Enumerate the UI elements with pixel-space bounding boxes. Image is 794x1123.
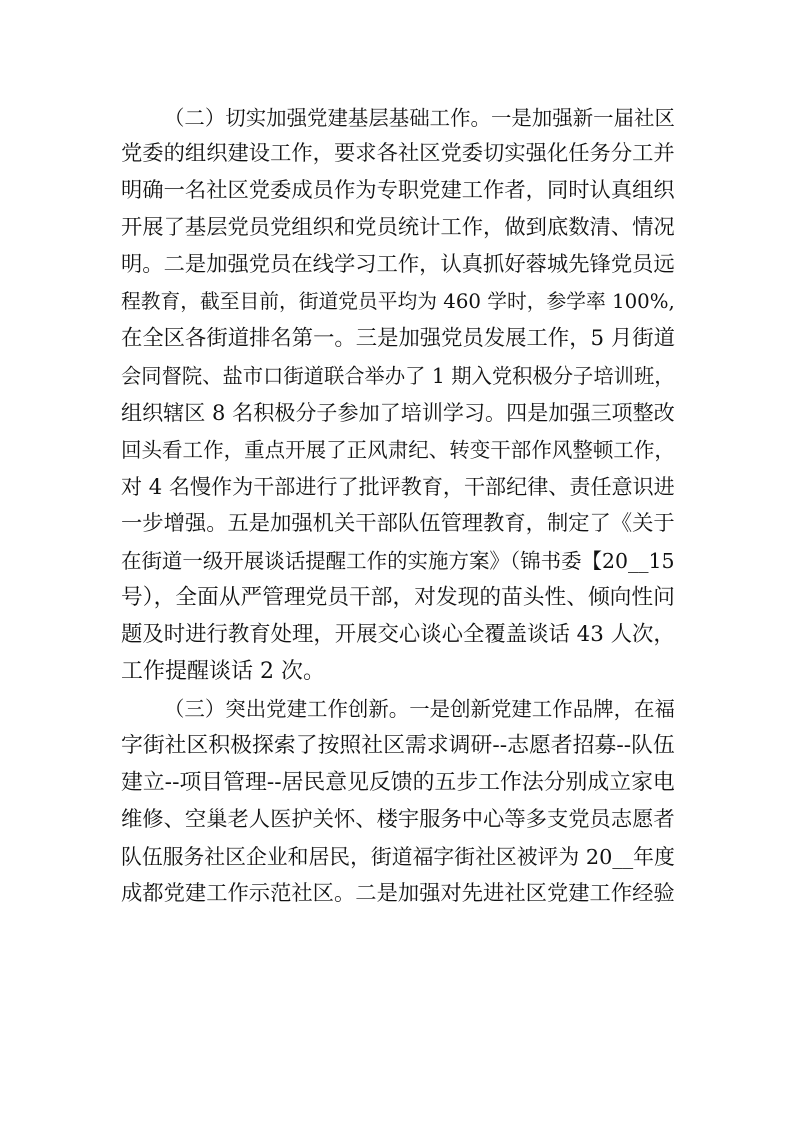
paragraph-line — [0, 360, 794, 392]
paragraph-line — [0, 878, 794, 910]
paragraph-line-text: 号），全面从严管理党员干部，对发现的苗头性、倾向性问 — [121, 585, 675, 610]
paragraph-line — [0, 619, 794, 651]
paragraph-line-text: 组织辖区 8 名积极分子参加了培训学习。四是加强三项整改 — [121, 400, 675, 425]
paragraph-line-text: 维修、空巢老人医护关怀、楼宇服务中心等多支党员志愿者 — [121, 807, 675, 832]
paragraph-line-text: 明。二是加强党员在线学习工作，认真抓好蓉城先锋党员远 — [121, 252, 675, 277]
paragraph-line-text: 题及时进行教育处理，开展交心谈心全覆盖谈话 43 人次， — [121, 622, 675, 647]
paragraph-line — [0, 767, 794, 799]
paragraph-line — [0, 434, 794, 466]
paragraph-line-text: 明确一名社区党委成员作为专职党建工作者，同时认真组织 — [121, 178, 675, 203]
paragraph-line — [0, 730, 794, 762]
paragraph-line-text: 会同督院、盐市口街道联合举办了 1 期入党积极分子培训班， — [121, 364, 675, 388]
paragraph-line-text: 成都党建工作示范社区。二是加强对先进社区党建工作经验 — [121, 881, 675, 906]
paragraph-line-text: 回头看工作，重点开展了正风肃纪、转变干部作风整顿工作， — [121, 438, 675, 462]
paragraph-line — [0, 545, 794, 577]
paragraph-line — [0, 693, 794, 725]
paragraph-line — [0, 249, 794, 281]
paragraph-line — [0, 471, 794, 503]
paragraph-line — [0, 102, 794, 134]
paragraph-line — [0, 656, 794, 688]
paragraph-line — [0, 323, 794, 355]
paragraph-line-text: 字街社区积极探索了按照社区需求调研--志愿者招募--队伍 — [121, 733, 675, 758]
paragraph-line — [0, 582, 794, 614]
paragraph-line — [0, 286, 794, 318]
paragraph-line — [0, 138, 794, 170]
paragraph-line — [0, 212, 794, 244]
paragraph-line-text: 在全区各街道排名第一。三是加强党员发展工作，5 月街道 — [121, 326, 675, 351]
paragraph-line-text: 一步增强。五是加强机关干部队伍管理教育，制定了《关于 — [121, 511, 675, 536]
paragraph-line-text: （二）切实加强党建基层基础工作。一是加强新一届社区 — [164, 106, 675, 130]
paragraph-line — [0, 841, 794, 873]
paragraph-line — [0, 508, 794, 540]
paragraph-line-text: 对 4 名慢作为干部进行了批评教育，干部纪律、责任意识进 — [121, 474, 675, 499]
paragraph-line — [0, 397, 794, 429]
paragraph-line-text: 建立--项目管理--居民意见反馈的五步工作法分别成立家电 — [121, 770, 675, 795]
paragraph-line-text: 在街道一级开展谈话提醒工作的实施方案》（锦书委【20__15 — [121, 549, 675, 573]
paragraph-line — [0, 804, 794, 836]
paragraph-line-text: 队伍服务社区企业和居民，街道福字街社区被评为 20__年度 — [121, 845, 675, 869]
paragraph-line — [0, 175, 794, 207]
paragraph-line-text: （三）突出党建工作创新。一是创新党建工作品牌，在福 — [164, 697, 675, 721]
paragraph-line-text: 程教育，截至目前，街道党员平均为 460 学时，参学率 100%, — [121, 290, 675, 313]
paragraph-line-text: 开展了基层党员党组织和党员统计工作，做到底数清、情况 — [121, 215, 675, 240]
paragraph-line-text: 党委的组织建设工作，要求各社区党委切实强化任务分工并 — [121, 141, 675, 166]
paragraph-line-text: 工作提醒谈话 2 次。 — [121, 659, 325, 684]
